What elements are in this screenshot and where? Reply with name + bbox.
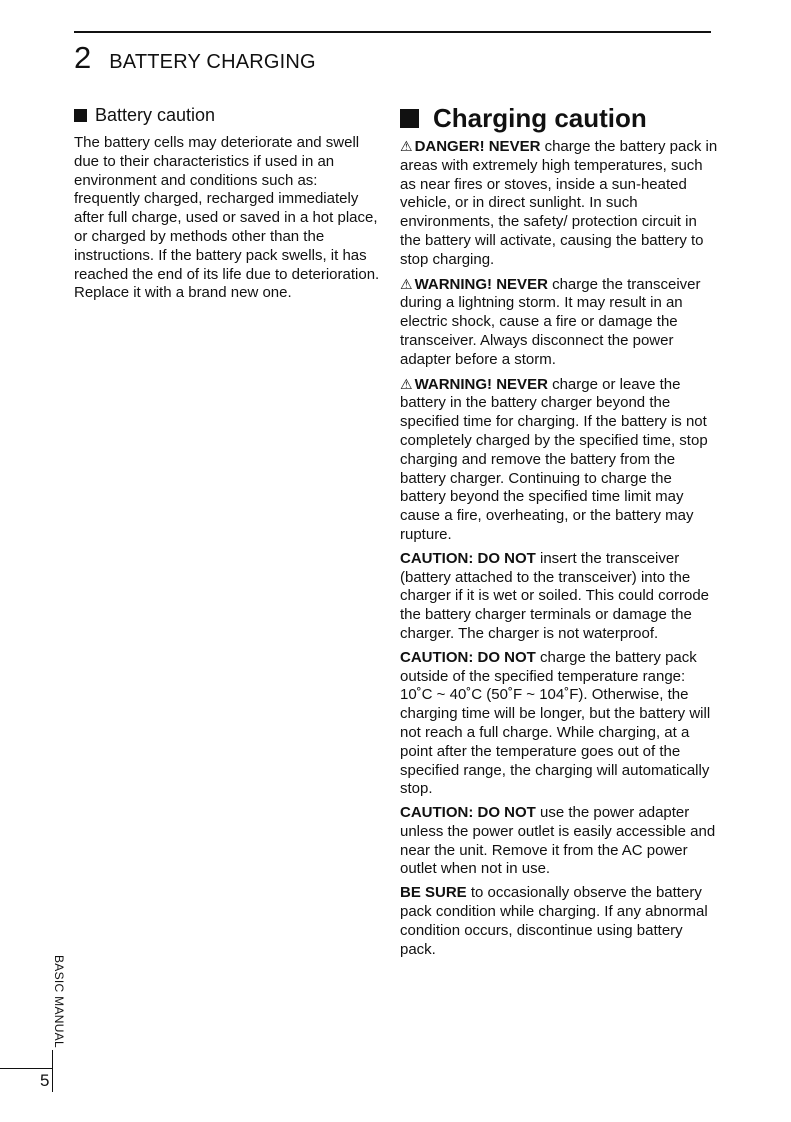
warning-triangle-icon: ⚠ <box>400 375 413 392</box>
battery-caution-section <box>74 103 384 303</box>
caution-lead: CAUTION: DO NOT <box>400 648 536 666</box>
caution-item <box>400 649 718 799</box>
chapter-title: BATTERY CHARGING <box>109 51 316 73</box>
caution-lead: CAUTION: DO NOT <box>400 804 536 822</box>
caution-text: charge the battery pack in areas with extremely high temperatures, such as near fires or stoves, inside a sun-heated vehicle, or in direct sunlight. In such environments, the safety/ protection circuit in the battery will activate, causing the battery to stop charging. <box>400 138 718 268</box>
caution-lead: WARNING! NEVER <box>414 375 548 393</box>
charging-caution-heading-text: Charging caution <box>433 103 647 133</box>
caution-item <box>400 550 718 644</box>
top-rule <box>74 31 711 33</box>
caution-item <box>400 884 718 959</box>
caution-item <box>400 375 718 545</box>
caution-text: charge the battery pack outside of the specified temperature range: 10˚C ~ 40˚C (50˚F ~ 104˚F). Otherwise, the charging time will be longer, but the battery will not reach a full charge. While charging, at a point after the temperature goes out of the specified range, the charging will automatically stop. <box>400 648 711 798</box>
caution-text: to occasionally observe the battery pack condition while charging. If any abnormal condition occurs, discontinue using battery pack. <box>400 884 708 958</box>
charging-caution-heading <box>400 103 718 133</box>
warning-triangle-icon: ⚠ <box>400 275 413 292</box>
battery-caution-body: The battery cells may deteriorate and swell due to their characteristics if used in an environment and conditions such as: frequently charged, recharged immediately after full charge, used or saved in a hot place, or charged by methods other than the instructions. If the battery pack swells, it has reached the end of its life due to deterioration. Replace it with a brand new one. <box>74 134 380 302</box>
side-label: BASIC MANUAL <box>52 955 66 1048</box>
footer-vertical-rule <box>52 1050 53 1092</box>
footer-rule <box>0 1068 52 1069</box>
caution-item <box>400 804 718 879</box>
caution-item <box>400 137 718 270</box>
page-number: 5 <box>40 1071 50 1090</box>
battery-caution-heading-text: Battery caution <box>95 105 216 125</box>
square-bullet-icon <box>74 109 87 122</box>
caution-text: insert the transceiver (battery attached to the transceiver) into the charger if it is wet or soiled. This could corrode the battery charger terminals or damage the charger. The charger is not waterproof. <box>400 549 710 642</box>
battery-caution-heading <box>74 103 384 127</box>
caution-lead: WARNING! NEVER <box>414 275 548 293</box>
caution-item <box>400 275 718 370</box>
warning-triangle-icon: ⚠ <box>400 138 413 154</box>
caution-text: charge the transceiver during a lightning storm. It may result in an electric shock, cause a fire or damage the transceiver. Always disconnect the power adapter before a storm. <box>400 275 701 368</box>
caution-lead: CAUTION: DO NOT <box>400 549 536 567</box>
caution-text: use the power adapter unless the power outlet is easily accessible and near the unit. Remove it from the AC power outlet when not in use. <box>400 804 716 878</box>
chapter-header <box>74 40 316 76</box>
caution-lead: DANGER! NEVER <box>414 138 541 155</box>
square-bullet-icon <box>400 109 419 128</box>
charging-caution-section <box>400 103 718 964</box>
chapter-number: 2 <box>74 40 92 75</box>
caution-lead: BE SURE <box>400 884 467 902</box>
caution-text: charge or leave the battery in the battery charger beyond the specified time for charging. If the battery is not completely charged by the specified time, stop charging and remove the battery from the battery charger. Continuing to charge the battery beyond the specified time limit may cause a fire, overheating, or the battery may rupture. <box>400 375 708 543</box>
